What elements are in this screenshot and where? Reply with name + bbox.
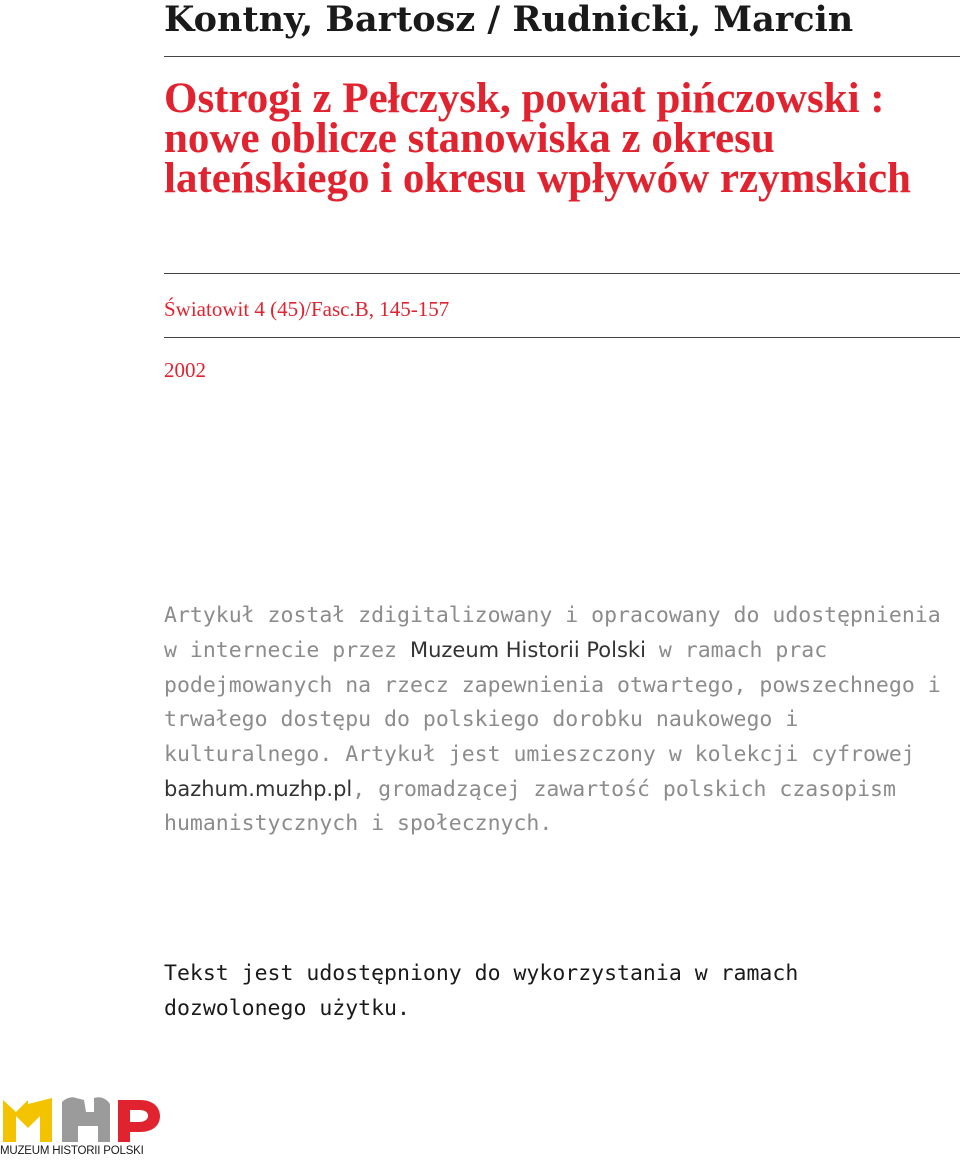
- usage-notice: Tekst jest udostępniony do wykorzystania w ramach dozwolonego użytku.: [164, 961, 799, 1021]
- digitization-notice: [164, 599, 944, 842]
- authors: Kontny, Bartosz / Rudnicki, Marcin: [164, 0, 854, 40]
- notice-text: w ramach prac podejmowanych na rzecz zapewnienia otwartego, powszechnego i trwałego dostępu do polskiego dorobku naukowego i kulturalnego. Artykuł jest umieszczony w kolekcji cyfrowej: [164, 638, 941, 767]
- divider: [164, 273, 960, 274]
- logo-h-shape: [62, 1097, 110, 1142]
- notice-text: Artykuł został zdigitalizowany i opracowany do udostępnienia w internecie przez: [164, 603, 941, 664]
- source-citation: Światowit 4 (45)/Fasc.B, 145-157: [164, 297, 450, 321]
- museum-name: Muzeum Historii Polski: [409, 638, 646, 663]
- site-link[interactable]: bazhum.muzhp.pl: [164, 777, 353, 802]
- logo-p-shape: [118, 1100, 160, 1142]
- divider: [164, 56, 960, 57]
- logo-caption: MUZEUM HISTORII POLSKI: [0, 1145, 144, 1157]
- publication-year: 2002: [164, 358, 206, 382]
- divider: [164, 337, 960, 338]
- article-title: Ostrogi z Pełczysk, powiat pińczowski : nowe oblicze stanowiska z okresu lateńskiego i okresu wpływów rzymskich: [164, 75, 911, 202]
- logo-m-shape: [3, 1098, 52, 1142]
- notice-text: , gromadzącej zawartość polskich czasopism humanistycznych i społecznych.: [164, 777, 896, 837]
